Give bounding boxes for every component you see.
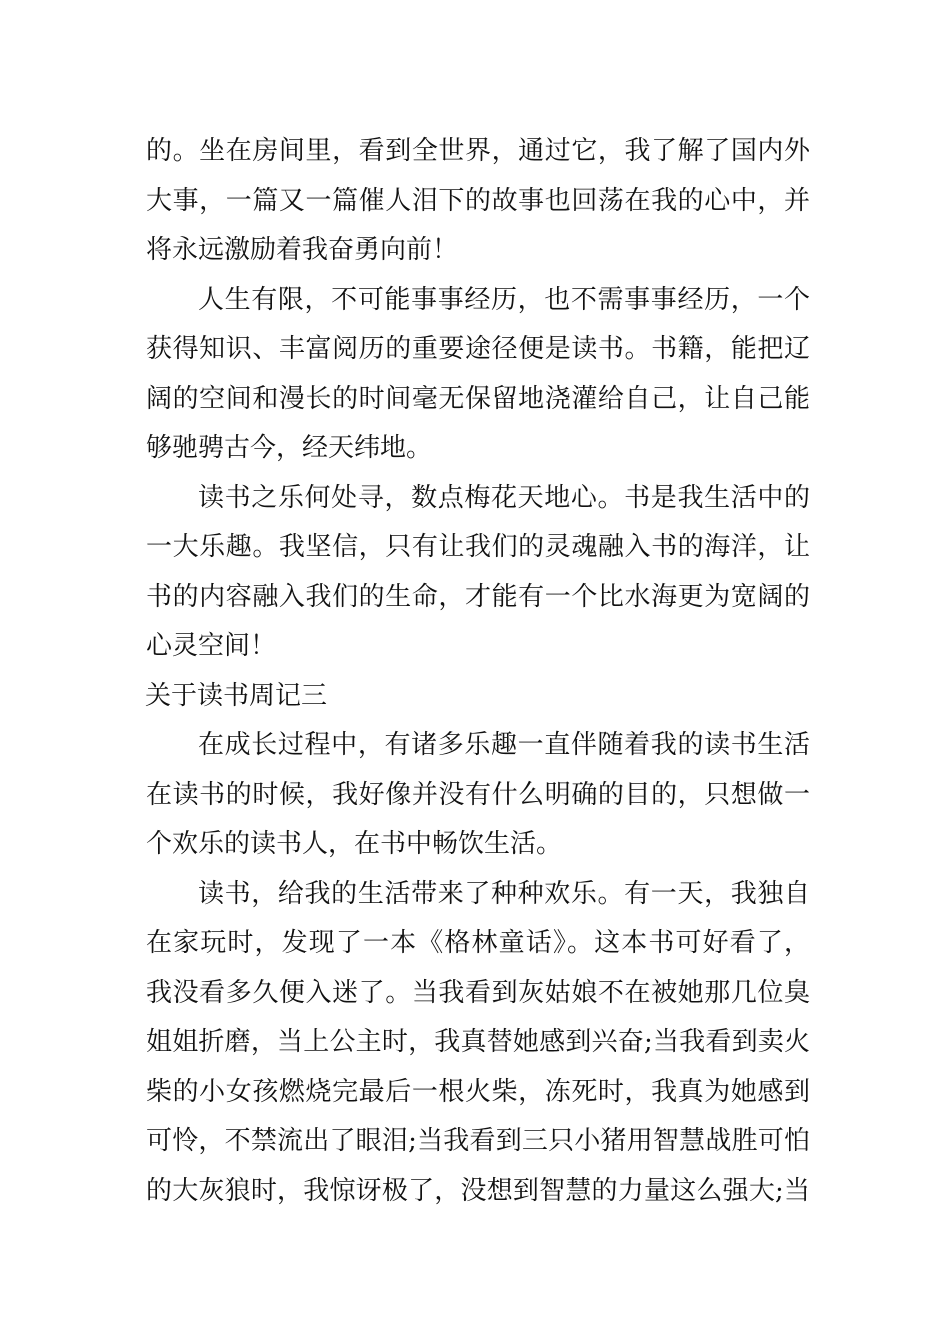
text-line: 获得知识、丰富阅历的重要途径便是读书。书籍，能把辽	[146, 334, 810, 364]
section-heading: 关于读书周记三	[145, 680, 328, 711]
paragraph	[146, 127, 810, 276]
text-line: 够驰骋古今，经天纬地。	[146, 433, 433, 463]
text-line: 人生有限，不可能事事经历，也不需事事经历，一个	[198, 284, 810, 315]
text-line: 柴的小女孩燃烧完最后一根火柴，冻死时，我真为她感到	[146, 1076, 810, 1107]
text-line: 我没看多久便入迷了。当我看到灰姑娘不在被她那几位臭	[146, 977, 810, 1008]
paragraph	[146, 721, 810, 870]
document-page	[146, 127, 810, 1216]
text-line: 一大乐趣。我坚信，只有让我们的灵魂融入书的海洋，让	[146, 532, 810, 562]
text-line: 大事，一篇又一篇催人泪下的故事也回荡在我的心中，并	[146, 185, 810, 216]
text-line: 在读书的时候，我好像并没有什么明确的目的，只想做一	[146, 779, 810, 810]
text-line: 的。坐在房间里，看到全世界，通过它，我了解了国内外	[146, 136, 810, 166]
text-line: 个欢乐的读书人，在书中畅饮生活。	[146, 829, 563, 859]
text-line: 将永远激励着我奋勇向前！	[146, 235, 459, 265]
text-line: 阔的空间和漫长的时间毫无保留地浇灌给自己，让自己能	[146, 383, 810, 414]
text-line: 的大灰狼时，我惊讶极了，没想到智慧的力量这么强大;当	[146, 1175, 810, 1206]
text-line: 在成长过程中，有诸多乐趣一直伴随着我的读书生活	[198, 730, 810, 760]
paragraph	[146, 276, 810, 474]
text-line: 姐姐折磨，当上公主时，我真替她感到兴奋;当我看到卖火	[146, 1027, 810, 1057]
text-line: 心灵空间！	[146, 631, 277, 661]
text-line: 读书之乐何处寻，数点梅花天地心。书是我生活中的	[198, 482, 810, 513]
text-line: 可怜，不禁流出了眼泪;当我看到三只小猪用智慧战胜可怕	[146, 1126, 810, 1156]
text-line: 读书，给我的生活带来了种种欢乐。有一天，我独自	[198, 878, 810, 909]
text-line: 书的内容融入我们的生命，才能有一个比水海更为宽阔的	[146, 581, 810, 612]
text-line: 在家玩时，发现了一本《格林童话》。这本书可好看了，	[146, 928, 810, 958]
paragraph	[146, 474, 810, 672]
paragraph	[146, 870, 810, 1217]
